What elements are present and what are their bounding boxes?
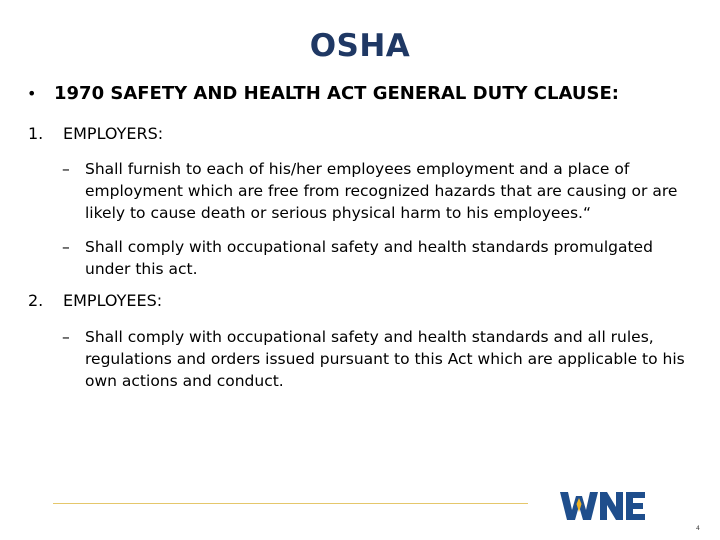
section-employees bbox=[28, 291, 162, 310]
item-text: Shall comply with occupational safety and health standards promulgated under this act. bbox=[85, 238, 653, 278]
dash-mark: – bbox=[62, 238, 70, 256]
section-label: EMPLOYEES: bbox=[63, 291, 163, 310]
employers-item-2 bbox=[62, 236, 702, 280]
wne-logo bbox=[558, 488, 648, 522]
section-number: 1. bbox=[28, 124, 44, 143]
item-text: Shall comply with occupational safety and health standards and all rules, regulations and orders issued pursuant to this Act which are applicable to his own actions and conduct. bbox=[85, 328, 685, 390]
dash-mark: – bbox=[62, 160, 70, 178]
page-number: 4 bbox=[696, 525, 700, 532]
dash-mark: – bbox=[62, 328, 70, 346]
employers-item-1 bbox=[62, 158, 702, 224]
bullet-mark: • bbox=[27, 84, 37, 103]
item-text: Shall furnish to each of his/her employees employment and a place of employment which are free from recognized hazards that are causing or are likely to cause death or serious physical harm to his employees.“ bbox=[85, 160, 678, 222]
heading-row bbox=[27, 83, 619, 104]
section-label: EMPLOYERS: bbox=[63, 124, 164, 143]
wne-logo-icon bbox=[558, 488, 648, 522]
section-number: 2. bbox=[28, 291, 44, 310]
section-employers bbox=[28, 124, 163, 143]
heading-text: 1970 SAFETY AND HEALTH ACT GENERAL DUTY CLAUSE: bbox=[54, 83, 619, 104]
employees-item-1 bbox=[62, 326, 702, 392]
slide-title: OSHA bbox=[309, 28, 411, 64]
footer-divider bbox=[53, 503, 528, 504]
